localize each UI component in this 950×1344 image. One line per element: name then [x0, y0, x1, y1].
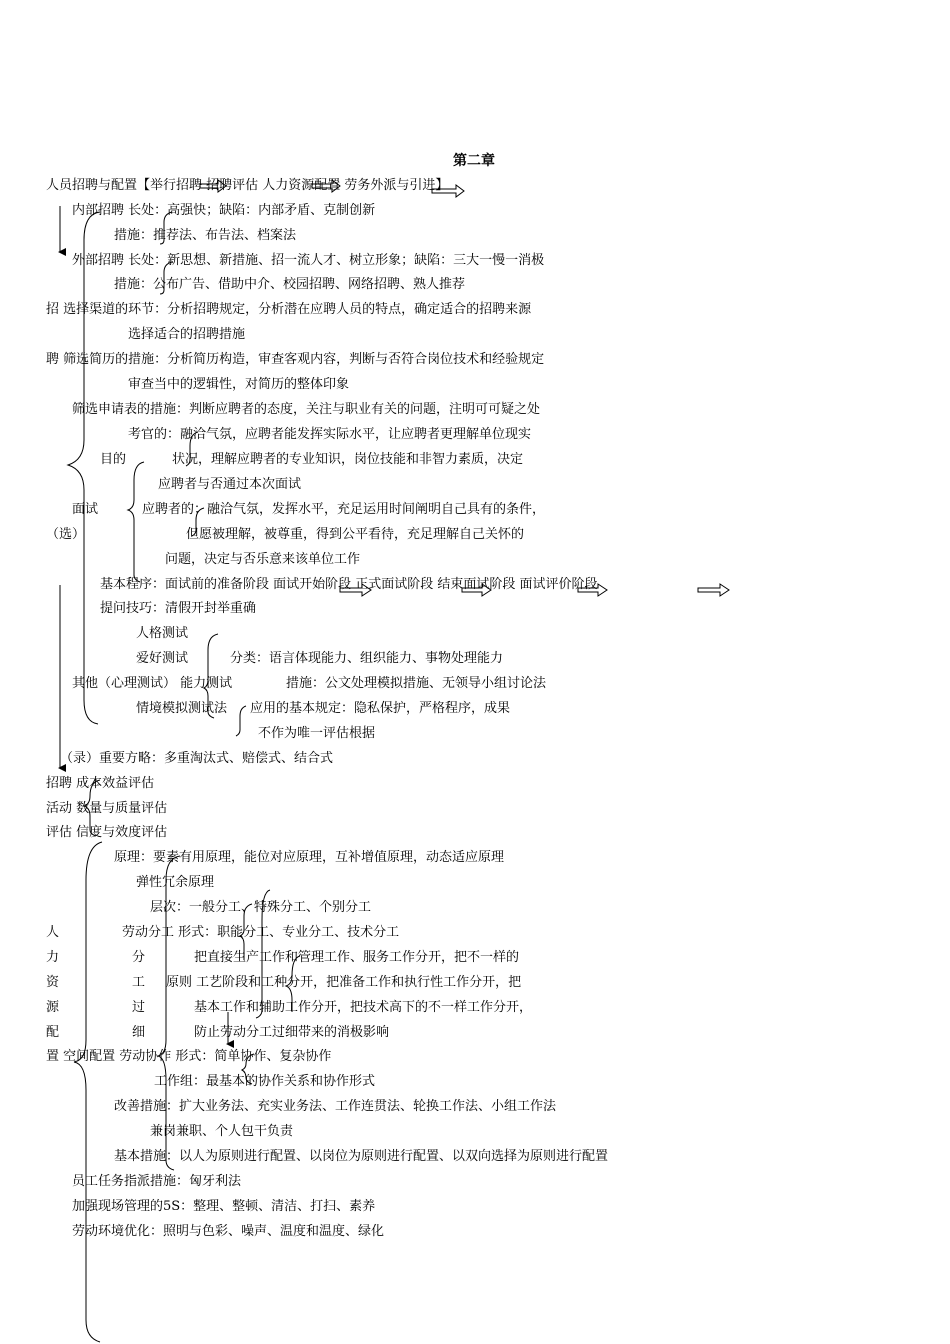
text-line: 问题，决定与否乐意来该单位工作	[165, 552, 361, 567]
text-line: 把直接生产工作和管理工作、服务工作分开，把不一样的	[194, 950, 520, 965]
text-line: 爱好测试	[136, 651, 189, 666]
text-line: 原则 工艺阶段和工种分开，把准备工作和执行性工作分开，把	[166, 975, 522, 990]
text-line: 聘 筛选简历的措施：分析简历构造，审查客观内容，判断与否符合岗位技术和经验规定	[46, 352, 545, 367]
block-arrow-icon	[312, 180, 340, 192]
brace-icon	[204, 634, 218, 718]
brace-icon	[84, 780, 100, 836]
brace-icon	[236, 706, 246, 736]
brace-icon	[128, 462, 144, 582]
text-line: 招聘 成本效益评估	[46, 776, 155, 791]
text-line: 措施：公文处理模拟措施、无领导小组讨论法	[286, 676, 547, 691]
text-line: 人	[46, 925, 60, 940]
text-line: 不作为唯一评估根据	[258, 726, 376, 741]
text-line: 分	[132, 950, 146, 965]
brace-icon	[286, 956, 300, 1012]
text-line: 员工任务指派措施：匈牙利法	[72, 1174, 242, 1189]
block-arrow-icon	[340, 584, 371, 596]
block-arrow-icon	[200, 180, 226, 192]
text-line: 措施：公布广告、借助中介、校园招聘、网络招聘、熟人推荐	[114, 277, 466, 292]
brace-icon	[242, 1054, 254, 1084]
text-line: 工作组：最基本的协作关系和协作形式	[154, 1074, 376, 1089]
text-line: 力	[46, 950, 60, 965]
text-line: 人员招聘与配置【举行招聘 招聘评估 人力资源配置 劳务外派与引进】	[46, 178, 449, 193]
text-line: 置 空间配置 劳动协作 形式：简单协作、复杂协作	[46, 1049, 332, 1064]
text-line: 基本措施：以人为原则进行配置、以岗位为原则进行配置、以双向选择为原则进行配置	[114, 1149, 609, 1164]
chapter-title: 第二章	[453, 153, 495, 169]
text-line: 基本程序：面试前的准备阶段 面试开始阶段 正式面试阶段 结束面试阶段 面试评价阶段	[100, 577, 598, 592]
brace-icon	[74, 842, 102, 1342]
text-line: 细	[132, 1025, 146, 1040]
brace-icon	[160, 262, 172, 294]
text-line: 评估 信度与效度评估	[46, 825, 168, 840]
text-line: 但愿被理解，被尊重，得到公平看待，充足理解自己关怀的	[186, 527, 525, 542]
block-arrow-icon	[432, 185, 464, 197]
text-line: 过	[132, 1000, 146, 1015]
text-line: 审查当中的逻辑性，对简历的整体印象	[128, 377, 350, 392]
text-line: 基本工作和辅助工作分开，把技术高下的不一样工作分开，	[194, 1000, 533, 1015]
text-line: 配	[46, 1025, 60, 1040]
text-line: 分类：语言体现能力、组织能力、事物处理能力	[230, 651, 504, 666]
text-line: 应聘者的：融洽气氛，发挥水平，充足运用时间阐明自己具有的条件，	[142, 502, 546, 517]
text-line: 原理：要素有用原理，能位对应原理，互补增值原理，动态适应原理	[114, 850, 505, 865]
brace-icon	[158, 856, 180, 1170]
brace-icon	[160, 212, 172, 244]
text-line: 源	[46, 1000, 60, 1015]
text-line: 其他（心理测试） 能力测试	[72, 676, 233, 691]
text-line: 工	[132, 975, 146, 990]
block-arrow-icon	[578, 584, 607, 596]
text-line: 应聘者与否通过本次面试	[158, 477, 302, 492]
text-line: （选）	[46, 527, 86, 542]
text-line: 劳动环境优化：照明与色彩、噪声、温度和温度、绿化	[72, 1224, 385, 1239]
brace-icon	[240, 904, 252, 960]
brace-icon	[68, 212, 100, 724]
text-line: 选择适合的招聘措施	[128, 327, 246, 342]
text-line: 兼岗兼职、个人包干负责	[150, 1124, 294, 1139]
text-line: 目的	[100, 452, 127, 467]
text-line: 内部招聘 长处：高强快；缺陷：内部矛盾、克制创新	[72, 203, 376, 218]
text-line: 弹性冗余原理	[136, 875, 215, 890]
text-line: 招 选择渠道的环节：分析招聘规定，分析潜在应聘人员的特点，确定适合的招聘来源	[46, 302, 532, 317]
block-arrow-icon	[698, 584, 729, 596]
block-arrow-icon	[462, 584, 491, 596]
brace-icon	[256, 890, 270, 1018]
text-line: 面试	[72, 502, 99, 517]
text-line: 外部招聘 长处：新思想、新措施、招一流人才、树立形象；缺陷：三大一慢一消极	[72, 253, 545, 268]
text-line: 状况，理解应聘者的专业知识，岗位技能和非智力素质，决定	[172, 452, 524, 467]
text-line: （录）重要方略：多重淘汰式、赔偿式、结合式	[60, 751, 334, 766]
text-line: 考官的：融洽气氛，应聘者能发挥实际水平，让应聘者更理解单位现实	[128, 427, 532, 442]
text-line: 筛选申请表的措施：判断应聘者的态度，关注与职业有关的问题，注明可可疑之处	[72, 402, 541, 417]
text-line: 情境模拟测试法	[136, 701, 228, 716]
brace-icon	[192, 508, 204, 536]
text-line: 人格测试	[136, 626, 189, 641]
text-line: 层次：一般分工、特殊分工、个别分工	[150, 900, 372, 915]
text-line: 改善措施：扩大业务法、充实业务法、工作连贯法、轮换工作法、小组工作法	[114, 1099, 557, 1114]
text-line: 劳动分工 形式：职能分工、专业分工、技术分工	[122, 925, 400, 940]
text-line: 提问技巧：清假开封举重确	[100, 601, 257, 616]
text-line: 措施：推荐法、布告法、档案法	[114, 228, 297, 243]
text-line: 应用的基本规定：隐私保护，严格程序，成果	[250, 701, 511, 716]
text-line: 加强现场管理的5S：整理、整顿、清洁、打扫、素养	[72, 1199, 376, 1214]
text-line: 防止劳动分工过细带来的消极影响	[194, 1025, 390, 1040]
text-line: 活动 数量与质量评估	[46, 801, 168, 816]
brace-icon	[186, 432, 198, 466]
text-line: 资	[46, 975, 60, 990]
